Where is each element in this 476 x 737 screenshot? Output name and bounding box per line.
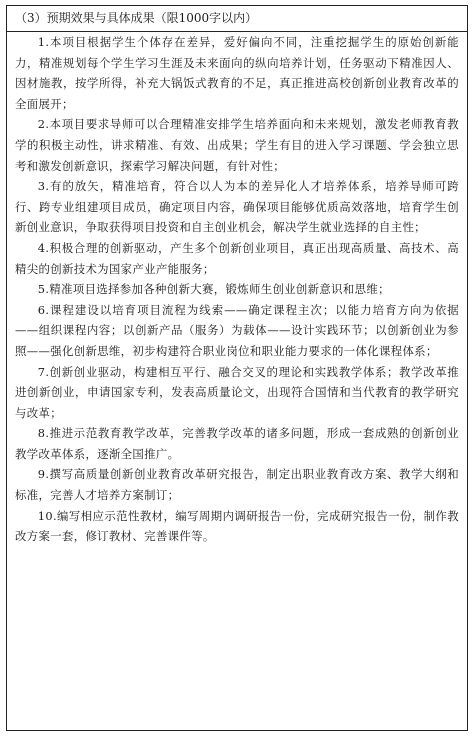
outcome-item-4: 4.积极合理的创新驱动，产生多个创新创业项目，真正出现高质量、高技术、高精尖的创新技术为国家产业产能服务； [15,240,459,276]
outcome-item-8: 8.推进示范教育教学改革，完善教学改革的诸多问题，形成一套成熟的创新创业教学改革体系，逐渐全国推广。 [15,426,459,461]
outcome-item-6: 6.课程建设以培育项目流程为线索——确定课程主次；以能力培育方向为依据——组织课程内容；以创新产品（服务）为载体——设计实践环节；以创新创业为参照——强化创新思维，初步构建符合职业岗位和职业能力要求的一体化课程体系； [15,302,459,358]
outcome-item-1: 1.本项目根据学生个体存在差异，爱好偏向不同，注重挖掘学生的原始创新能力，精准规划每个学生学习生涯及未来面向的纵向培养计划，任务驱动下精准因人、因材施教，按学所得，补充大锅饭式教育的不足，真正推进高校创新创业教育改革的全面展开； [15,35,459,111]
outcome-item-2: 2.本项目要求导师可以合理精准安排学生培养面向和未来规划，激发老师教育教学的积极主动性，讲求精准、有效、出成果；学生有目的进入学习课题、学会独立思考和激发创新意识，探索学习解决问题，有针对性； [15,117,459,173]
outcome-item-10: 10.编写相应示范性教材，编写周期内调研报告一份，完成研究报告一份，制作教改方案一套，修订教材、完善课件等。 [15,508,459,544]
section-content [7,32,467,547]
outcome-item-5: 5.精准项目选择参加各种创新大赛，锻炼师生创业创新意识和思维； [37,282,390,297]
outcome-item-9: 9.撰写高质量创新创业教育改革研究报告，制定出职业教育改方案、教学大纲和标准，完善人才培养方案制订； [15,467,459,503]
outcome-item-3: 3.有的放矢，精准培育，符合以人为本的差异化人才培养体系，培养导师可跨行、跨专业组建项目成员，确定项目内容，确保项目能够优质高效落地，培育学生创新创业意识，争取获得项目投资和自主创业机会，解决学生就业选择的自主性； [15,179,459,235]
section-title: （3）预期效果与具体成果（限1000字以内） [7,6,467,32]
form-table [6,5,468,731]
outcome-item-7: 7.创新创业驱动，构建相互平行、融合交叉的理论和实践教学体系；教学改革推进创新创业，申请国家专利，发表高质量论文，出现符合国情和当代教育的教学研究与改革； [15,364,459,420]
